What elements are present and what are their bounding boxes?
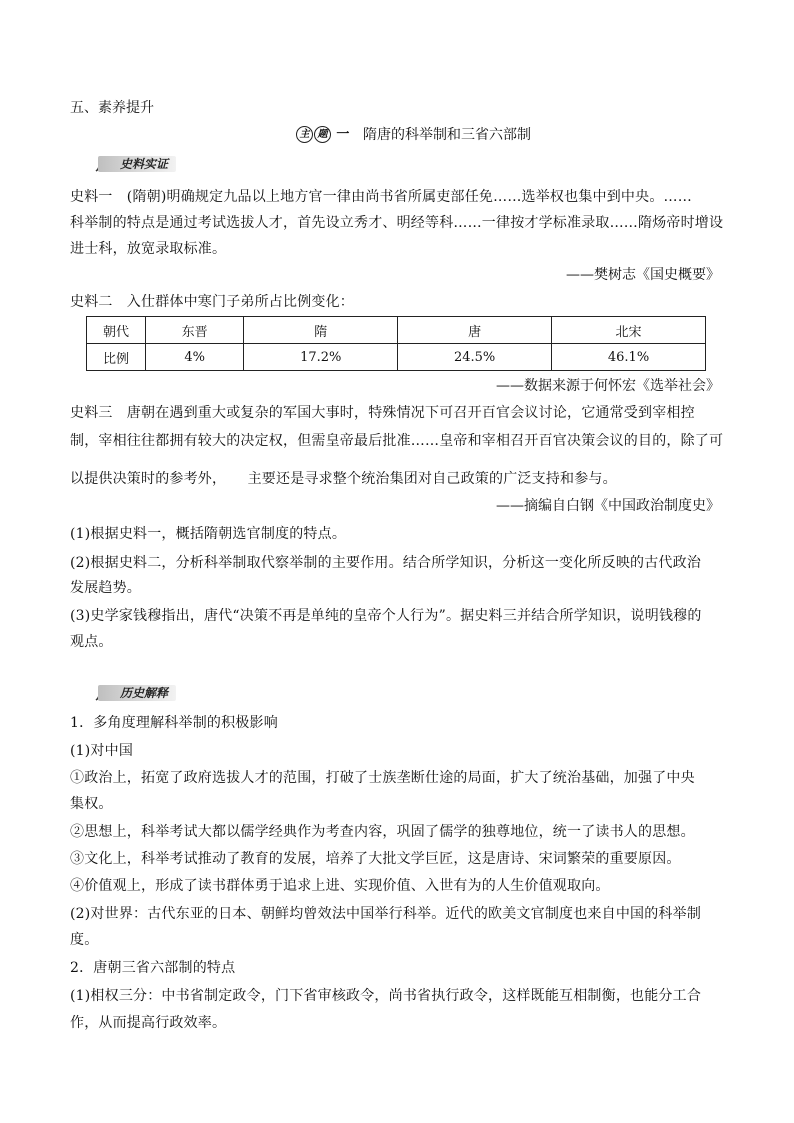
explanation-line: 2．唐朝三省六部制的特点: [70, 960, 236, 976]
theme-badge: [296, 126, 349, 143]
data-table: [86, 316, 706, 371]
material1-line: 进士科，放宽录取标准。: [70, 241, 227, 257]
theme-heading: [296, 124, 531, 144]
table-cell: 24.5%: [398, 344, 552, 371]
question-line: 发展趋势。: [70, 580, 141, 596]
material3-source: ——摘编自白钢《中国政治制度史》: [496, 498, 720, 514]
tag-label: 历史解释: [98, 685, 176, 701]
section-heading: 五、素养提升: [70, 100, 154, 116]
material3-line: 制，宰相往往都拥有较大的决定权，但需皇帝最后批准……皇帝和宰相召开百官决策会议的目的，除了可: [70, 433, 724, 449]
material1-source: ——樊树志《国史概要》: [566, 267, 720, 283]
table-cell: 隋: [244, 317, 398, 344]
tag-label: 史料实证: [98, 156, 176, 172]
explanation-line: ④价值观上，形成了读书群体勇于追求上进、实现价值、入世有为的人生价值观取向。: [70, 878, 610, 894]
tag-evidence: [98, 156, 176, 172]
explanation-line: 作，从而提高行政效率。: [70, 1015, 227, 1031]
material1-line: 史料一 (隋朝)明确规定九品以上地方官一律由尚书省所属吏部任免……选举权也集中到中央。……: [70, 189, 692, 205]
explanation-line: 1．多角度理解科举制的积极影响: [70, 715, 278, 731]
explanation-line: ①政治上，拓宽了政府选拔人才的范围，打破了士族垄断仕途的局面，扩大了统治基础，加强了中央: [70, 770, 695, 786]
material3-line: 史料三 唐朝在遇到重大或复杂的军国大事时，特殊情况下可召开百官会议讨论，它通常受到宰相控: [70, 405, 695, 421]
theme-badge-char: 题: [314, 126, 331, 143]
explanation-line: (2)对世界：古代东亚的日本、朝鲜均曾效法中国举行科举。近代的欧美文官制度也来自中国的科举制: [70, 906, 702, 922]
explanation-line: 度。: [70, 932, 99, 948]
table-row: [87, 317, 706, 344]
table-cell: 唐: [398, 317, 552, 344]
explanation-line: ③文化上，科举考试推动了教育的发展，培养了大批文学巨匠，这是唐诗、宋词繁荣的重要原因。: [70, 851, 681, 867]
table-cell: 46.1%: [552, 344, 706, 371]
question-line: (1)根据史料一，概括隋朝选官制度的特点。: [70, 526, 347, 542]
material2-intro: 史料二 入仕群体中寒门子弟所占比例变化：: [70, 294, 354, 310]
table-cell: 4%: [146, 344, 244, 371]
question-line: (3)史学家钱穆指出，唐代“决策不再是单纯的皇帝个人行为”。据史料三并结合所学知识，说明钱穆的: [70, 608, 702, 624]
table-cell: 东晋: [146, 317, 244, 344]
material2-source: ——数据来源于何怀宏《选举社会》: [496, 378, 720, 394]
theme-title: 隋唐的科举制和三省六部制: [363, 127, 531, 143]
theme-badge-char: 一: [334, 126, 348, 142]
explanation-line: ②思想上，科举考试大都以儒学经典作为考查内容，巩固了儒学的独尊地位，统一了读书人的思想。: [70, 824, 695, 840]
question-line: (2)根据史料二，分析科举制取代察举制的主要作用。结合所学知识，分析这一变化所反映的古代政治: [70, 555, 702, 571]
explanation-line: (1)对中国: [70, 743, 134, 759]
question-line: 观点。: [70, 634, 113, 650]
explanation-line: (1)相权三分：中书省制定政令，门下省审核政令，尚书省执行政令，这样既能互相制衡，也能分工合: [70, 988, 702, 1004]
material3-line: 以提供决策时的参考外， 主要还是寻求整个统治集团对自己政策的广泛支持和参与。: [70, 471, 617, 487]
explanation-line: 集权。: [70, 796, 113, 812]
tag-explanation: [98, 685, 176, 701]
table-row: [87, 344, 706, 371]
table-cell: 比例: [87, 344, 146, 371]
table-cell: 北宋: [552, 317, 706, 344]
table-cell: 17.2%: [244, 344, 398, 371]
material1-line: 科举制的特点是通过考试选拔人才，首先设立秀才、明经等科……一律按才学标准录取……隋炀帝时增设: [70, 215, 724, 231]
theme-badge-char: 主: [296, 126, 313, 143]
table-cell: 朝代: [87, 317, 146, 344]
